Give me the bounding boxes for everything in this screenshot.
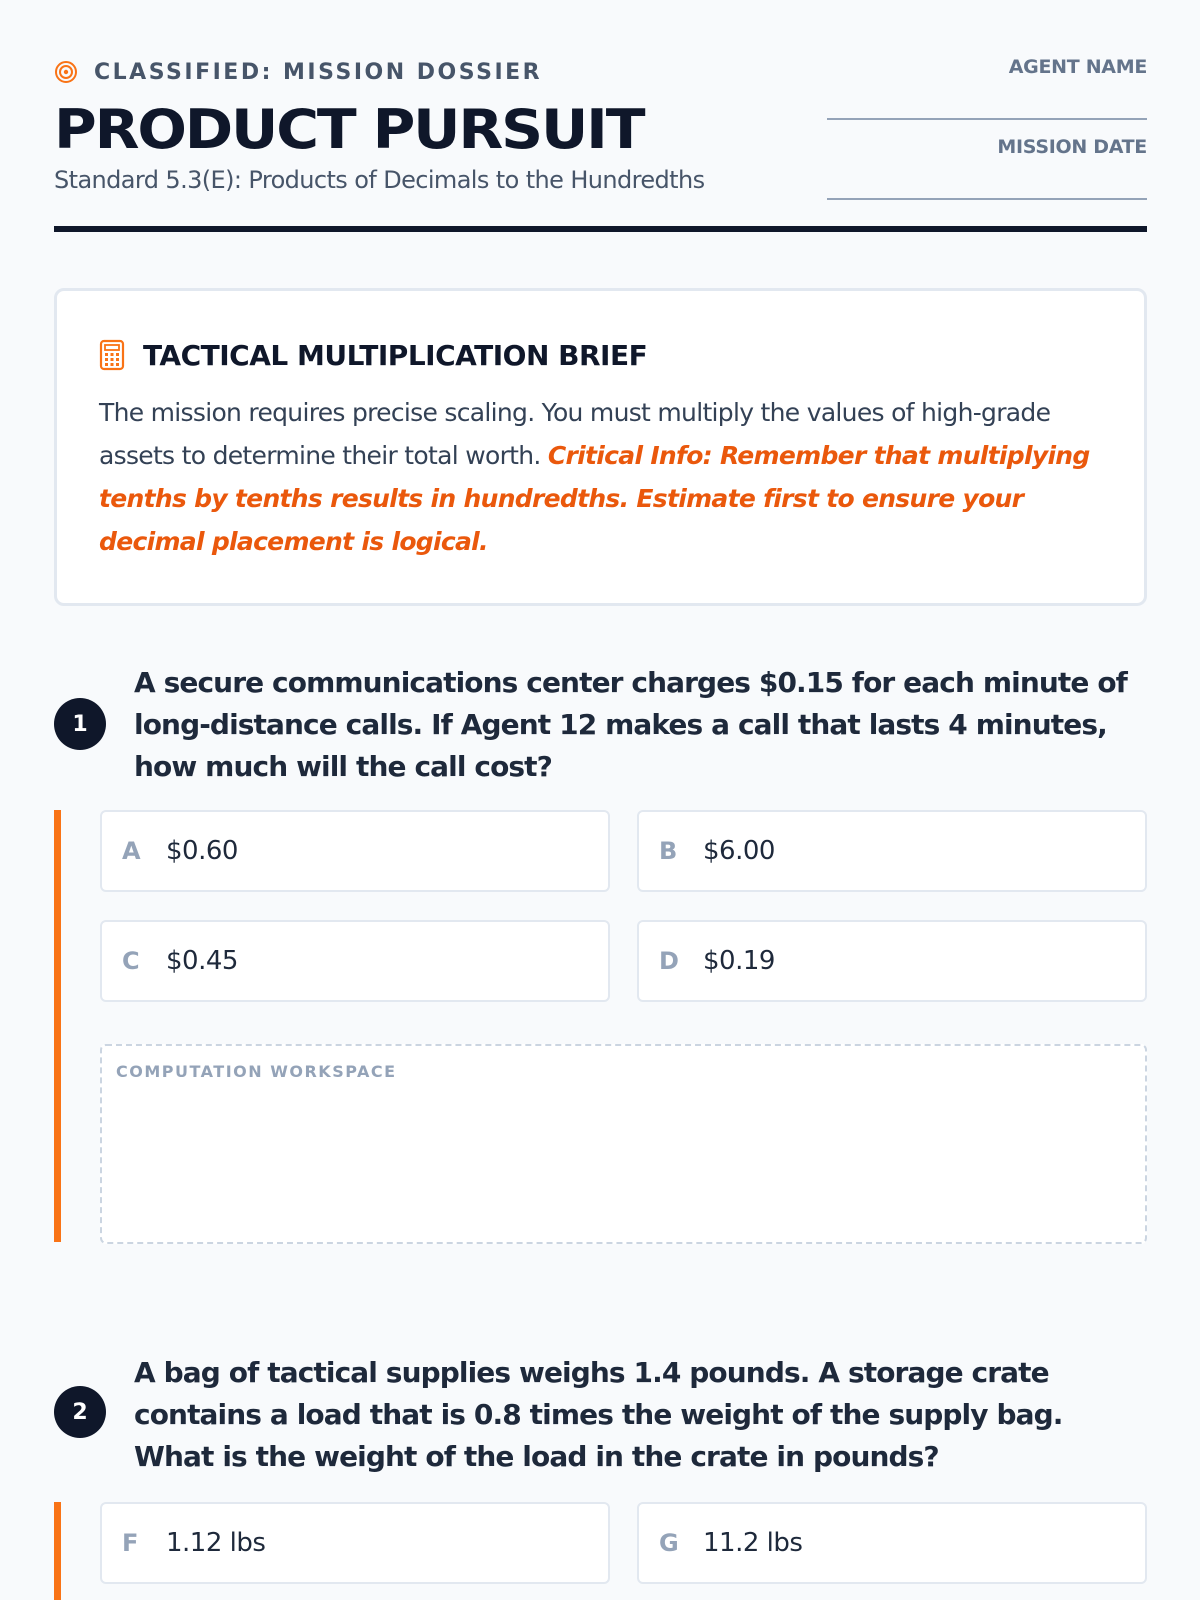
question-number: 1 — [54, 698, 106, 750]
eyebrow-text: CLASSIFIED: MISSION DOSSIER — [94, 59, 543, 85]
page-title: PRODUCT PURSUIT — [54, 98, 644, 161]
answer-option-f[interactable] — [100, 1502, 610, 1584]
agent-name-line[interactable] — [827, 118, 1147, 120]
answer-option-d[interactable] — [637, 920, 1147, 1002]
agent-fields — [827, 54, 1147, 204]
brief-heading — [99, 337, 647, 373]
question-accent-rail — [54, 810, 61, 1242]
workspace-label: COMPUTATION WORKSPACE — [116, 1062, 397, 1081]
dossier-header — [54, 54, 1147, 234]
question-text: A bag of tactical supplies weighs 1.4 pounds. A storage crate contains a load that is 0.8 times the weight of the supply bag. What is the weight of the load in the crate in pounds? — [134, 1356, 1063, 1473]
mission-date-line[interactable] — [827, 198, 1147, 200]
answer-option-c[interactable] — [100, 920, 610, 1002]
option-letter: F — [122, 1529, 139, 1557]
option-text: $0.60 — [166, 836, 238, 866]
header-divider — [54, 226, 1147, 232]
option-text: $6.00 — [703, 836, 775, 866]
question-number: 2 — [54, 1386, 106, 1438]
calculator-icon — [99, 339, 125, 371]
option-letter: D — [659, 947, 679, 975]
option-letter: B — [659, 837, 678, 865]
answer-option-b[interactable] — [637, 810, 1147, 892]
option-letter: A — [122, 837, 141, 865]
agent-name-label: AGENT NAME — [1008, 56, 1147, 78]
question-2 — [54, 1352, 1147, 1600]
question-1 — [54, 662, 1147, 1252]
worksheet-page — [54, 0, 1147, 1600]
mission-date-label: MISSION DATE — [997, 136, 1147, 158]
brief-text: The mission requires precise scaling. You must multiply the values of high-grade assets to determine their total worth. — [99, 398, 1051, 470]
brief-title: TACTICAL MULTIPLICATION BRIEF — [143, 338, 648, 372]
eyebrow — [54, 58, 542, 86]
option-text: $0.45 — [166, 946, 238, 976]
option-letter: G — [659, 1529, 679, 1557]
question-accent-rail — [54, 1502, 61, 1600]
tactical-brief-card — [54, 288, 1147, 606]
standard-subtitle: Standard 5.3(E): Products of Decimals to the Hundredths — [54, 166, 705, 194]
question-text: A secure communications center charges $0.15 for each minute of long-distance calls. If Agent 12 makes a call that lasts 4 minutes, how much will the call cost? — [134, 666, 1127, 783]
answer-option-a[interactable] — [100, 810, 610, 892]
option-text: 1.12 lbs — [166, 1528, 266, 1558]
option-text: 11.2 lbs — [703, 1528, 803, 1558]
computation-workspace[interactable] — [100, 1044, 1147, 1244]
option-letter: C — [122, 947, 140, 975]
target-icon — [54, 60, 78, 84]
critical-info: Critical Info: Remember that multiplying tenths by tenths results in hundredths. Estimate first to ensure your decimal placement is logical. — [99, 441, 1090, 556]
option-text: $0.19 — [703, 946, 775, 976]
brief-body — [99, 391, 1109, 563]
answer-option-g[interactable] — [637, 1502, 1147, 1584]
